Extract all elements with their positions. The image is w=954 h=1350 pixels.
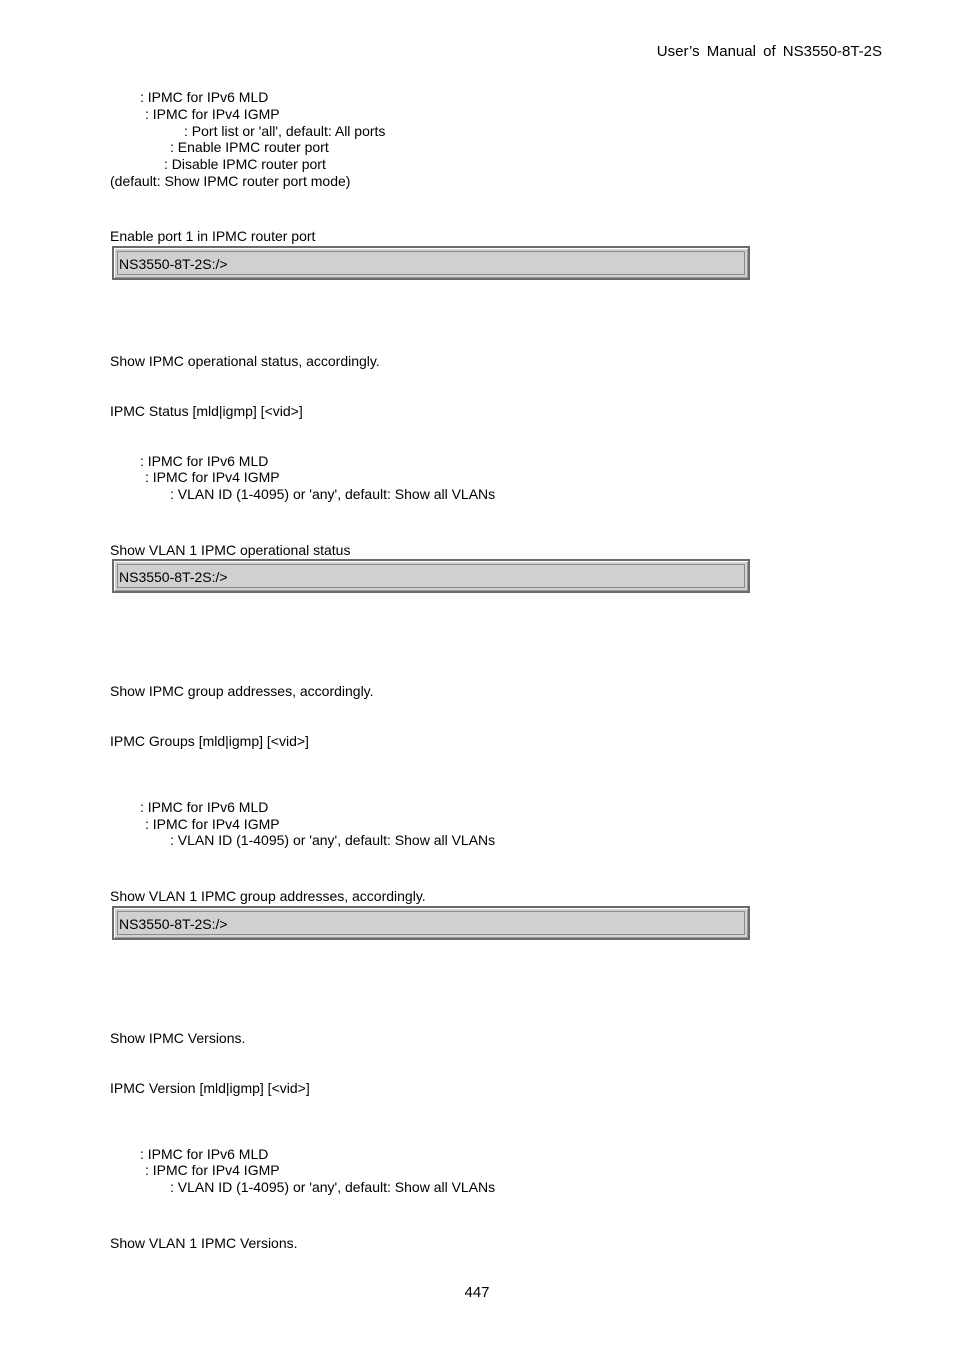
example-caption-version: Show VLAN 1 IPMC Versions. [110, 1235, 298, 1251]
description-groups: Show IPMC group addresses, accordingly. [110, 683, 374, 699]
param-disable: : Disable IPMC router port [164, 156, 326, 172]
param-mld: : IPMC for IPv6 MLD [140, 453, 269, 469]
example-caption-status: Show VLAN 1 IPMC operational status [110, 542, 351, 558]
command-box-status [112, 559, 750, 593]
description-status: Show IPMC operational status, accordingly. [110, 353, 380, 369]
description-version: Show IPMC Versions. [110, 1030, 246, 1046]
command-box-groups [112, 906, 750, 940]
param-vid: : VLAN ID (1-4095) or 'any', default: Show all VLANs [170, 1179, 496, 1195]
param-mld: : IPMC for IPv6 MLD [140, 799, 269, 815]
param-igmp: : IPMC for IPv4 IGMP [145, 816, 280, 832]
command-prompt: NS3550-8T-2S:/> [119, 256, 228, 272]
param-default-note: (default: Show IPMC router port mode) [110, 173, 351, 189]
param-enable: : Enable IPMC router port [170, 139, 329, 155]
page-number: 447 [464, 1284, 490, 1301]
param-mld: : IPMC for IPv6 MLD [140, 1146, 269, 1162]
command-prompt: NS3550-8T-2S:/> [119, 569, 228, 585]
param-igmp: : IPMC for IPv4 IGMP [145, 469, 280, 485]
param-igmp: : IPMC for IPv4 IGMP [145, 1162, 280, 1178]
example-caption-groups: Show VLAN 1 IPMC group addresses, accordingly. [110, 888, 426, 904]
header-title: User’s Manual of NS3550-8T-2S [656, 43, 882, 60]
param-mld: : IPMC for IPv6 MLD [140, 89, 269, 105]
command-box-router-port [112, 246, 750, 280]
syntax-groups: IPMC Groups [mld|igmp] [<vid>] [110, 733, 309, 749]
param-vid: : VLAN ID (1-4095) or 'any', default: Show all VLANs [170, 832, 496, 848]
example-caption-router-port: Enable port 1 in IPMC router port [110, 228, 316, 244]
param-igmp: : IPMC for IPv4 IGMP [145, 106, 280, 122]
param-port-list: : Port list or 'all', default: All ports [184, 123, 386, 139]
syntax-status: IPMC Status [mld|igmp] [<vid>] [110, 403, 303, 419]
param-vid: : VLAN ID (1-4095) or 'any', default: Show all VLANs [170, 486, 496, 502]
syntax-version: IPMC Version [mld|igmp] [<vid>] [110, 1080, 310, 1096]
command-prompt: NS3550-8T-2S:/> [119, 916, 228, 932]
